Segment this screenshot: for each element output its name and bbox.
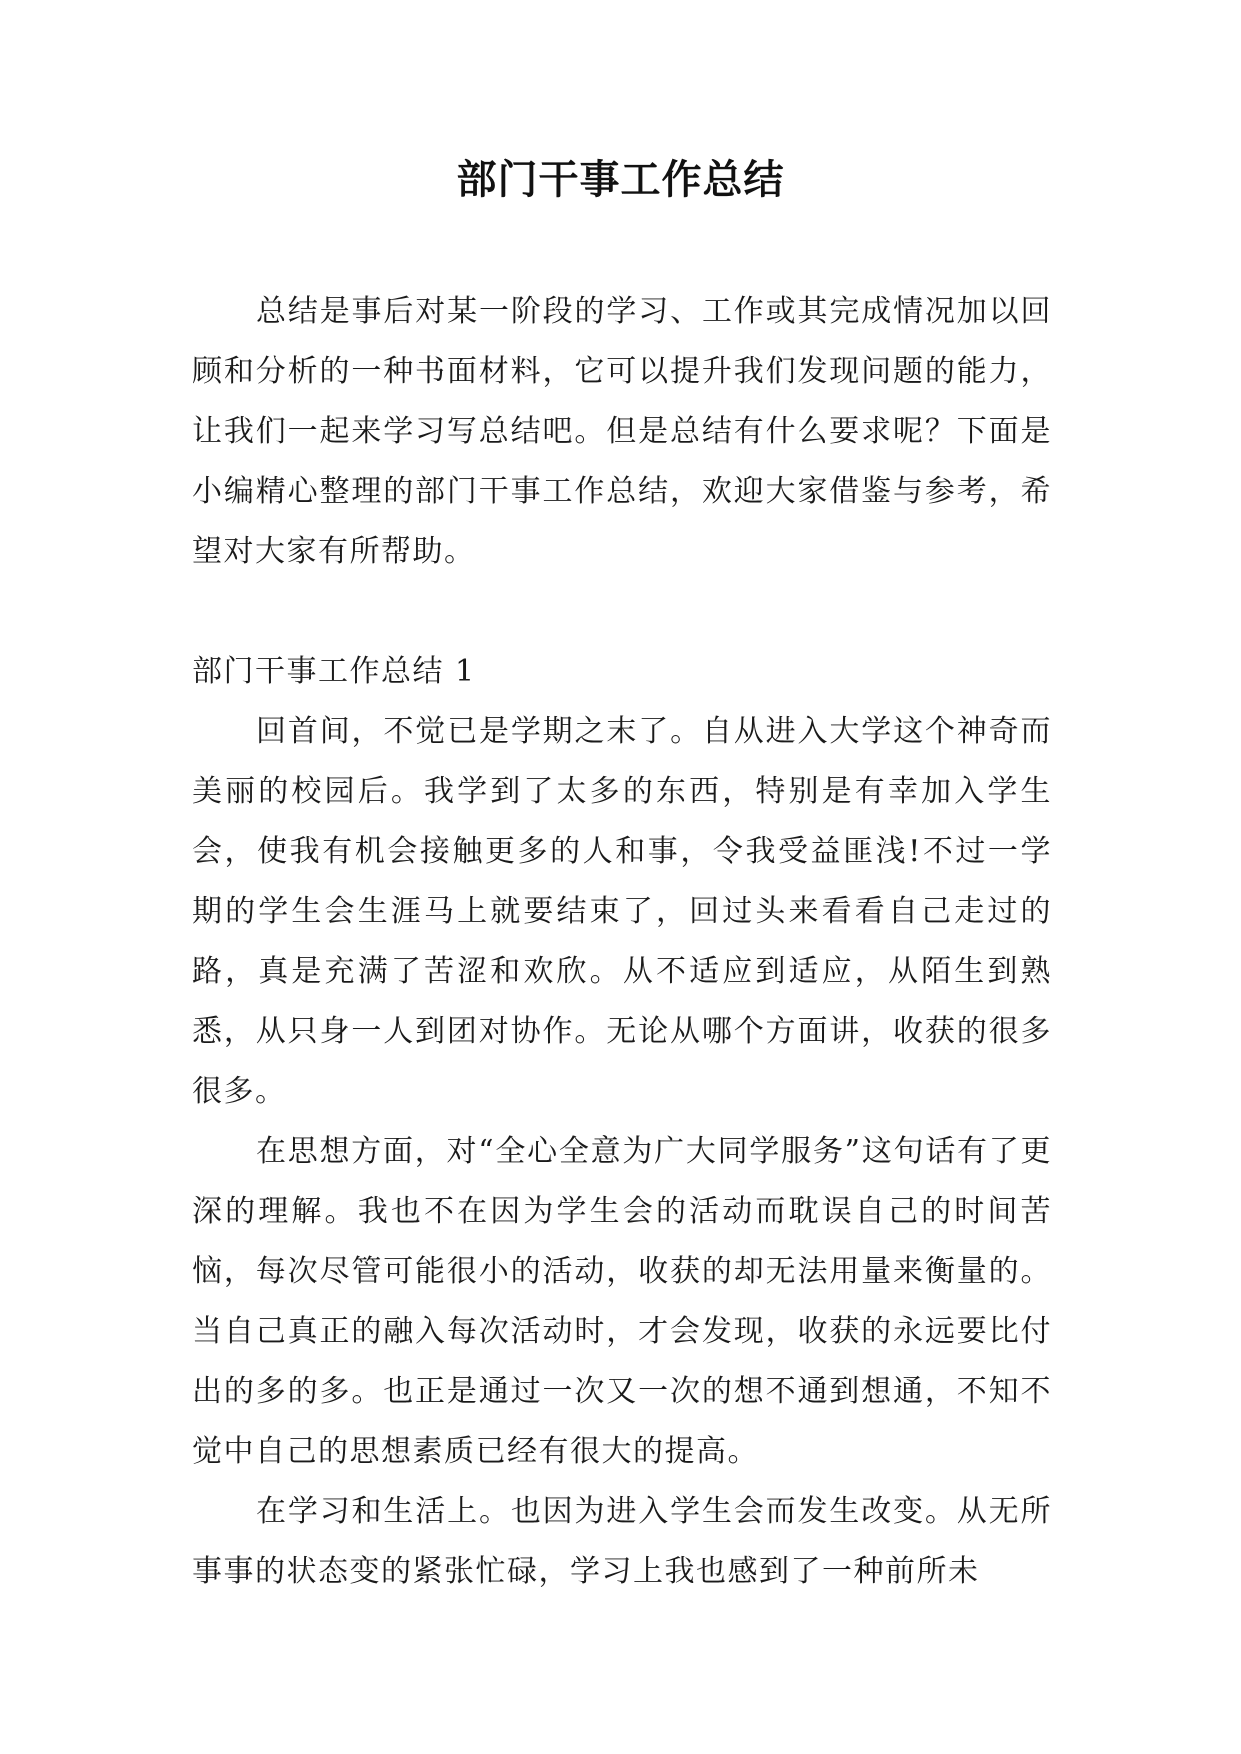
paragraph-spacer xyxy=(192,582,1052,642)
body-paragraph-2: 在思想方面，对“全心全意为广大同学服务”这句话有了更深的理解。我也不在因为学生会的活动而耽误自己的时间苦恼，每次尽管可能很小的活动，收获的却无法用量来衡量的。当自己真正的融入每次活动时，才会发现，收获的永远要比付出的多的多。也正是通过一次又一次的想不通到想通，不知不觉中自己的思想素质已经有很大的提高。 xyxy=(192,1134,1052,1469)
intro-paragraph: 总结是事后对某一阶段的学习、工作或其完成情况加以回顾和分析的一种书面材料，它可以提升我们发现问题的能力，让我们一起来学习写总结吧。但是总结有什么要求呢？下面是小编精心整理的部门干事工作总结，欢迎大家借鉴与参考，希望对大家有所帮助。 xyxy=(192,294,1052,569)
document-body xyxy=(192,282,1052,1602)
section-heading: 部门干事工作总结 1 xyxy=(192,654,476,689)
body-paragraph-1: 回首间，不觉已是学期之末了。自从进入大学这个神奇而美丽的校园后。我学到了太多的东西，特别是有幸加入学生会，使我有机会接触更多的人和事，令我受益匪浅!不过一学期的学生会生涯马上就要结束了，回过头来看看自己走过的路，真是充满了苦涩和欢欣。从不适应到适应，从陌生到熟悉，从只身一人到团对协作。无论从哪个方面讲，收获的很多很多。 xyxy=(192,714,1052,1109)
body-paragraph-3: 在学习和生活上。也因为进入学生会而发生改变。从无所事事的状态变的紧张忙碌，学习上我也感到了一种前所未 xyxy=(192,1494,1052,1589)
document-title: 部门干事工作总结 xyxy=(456,157,785,203)
